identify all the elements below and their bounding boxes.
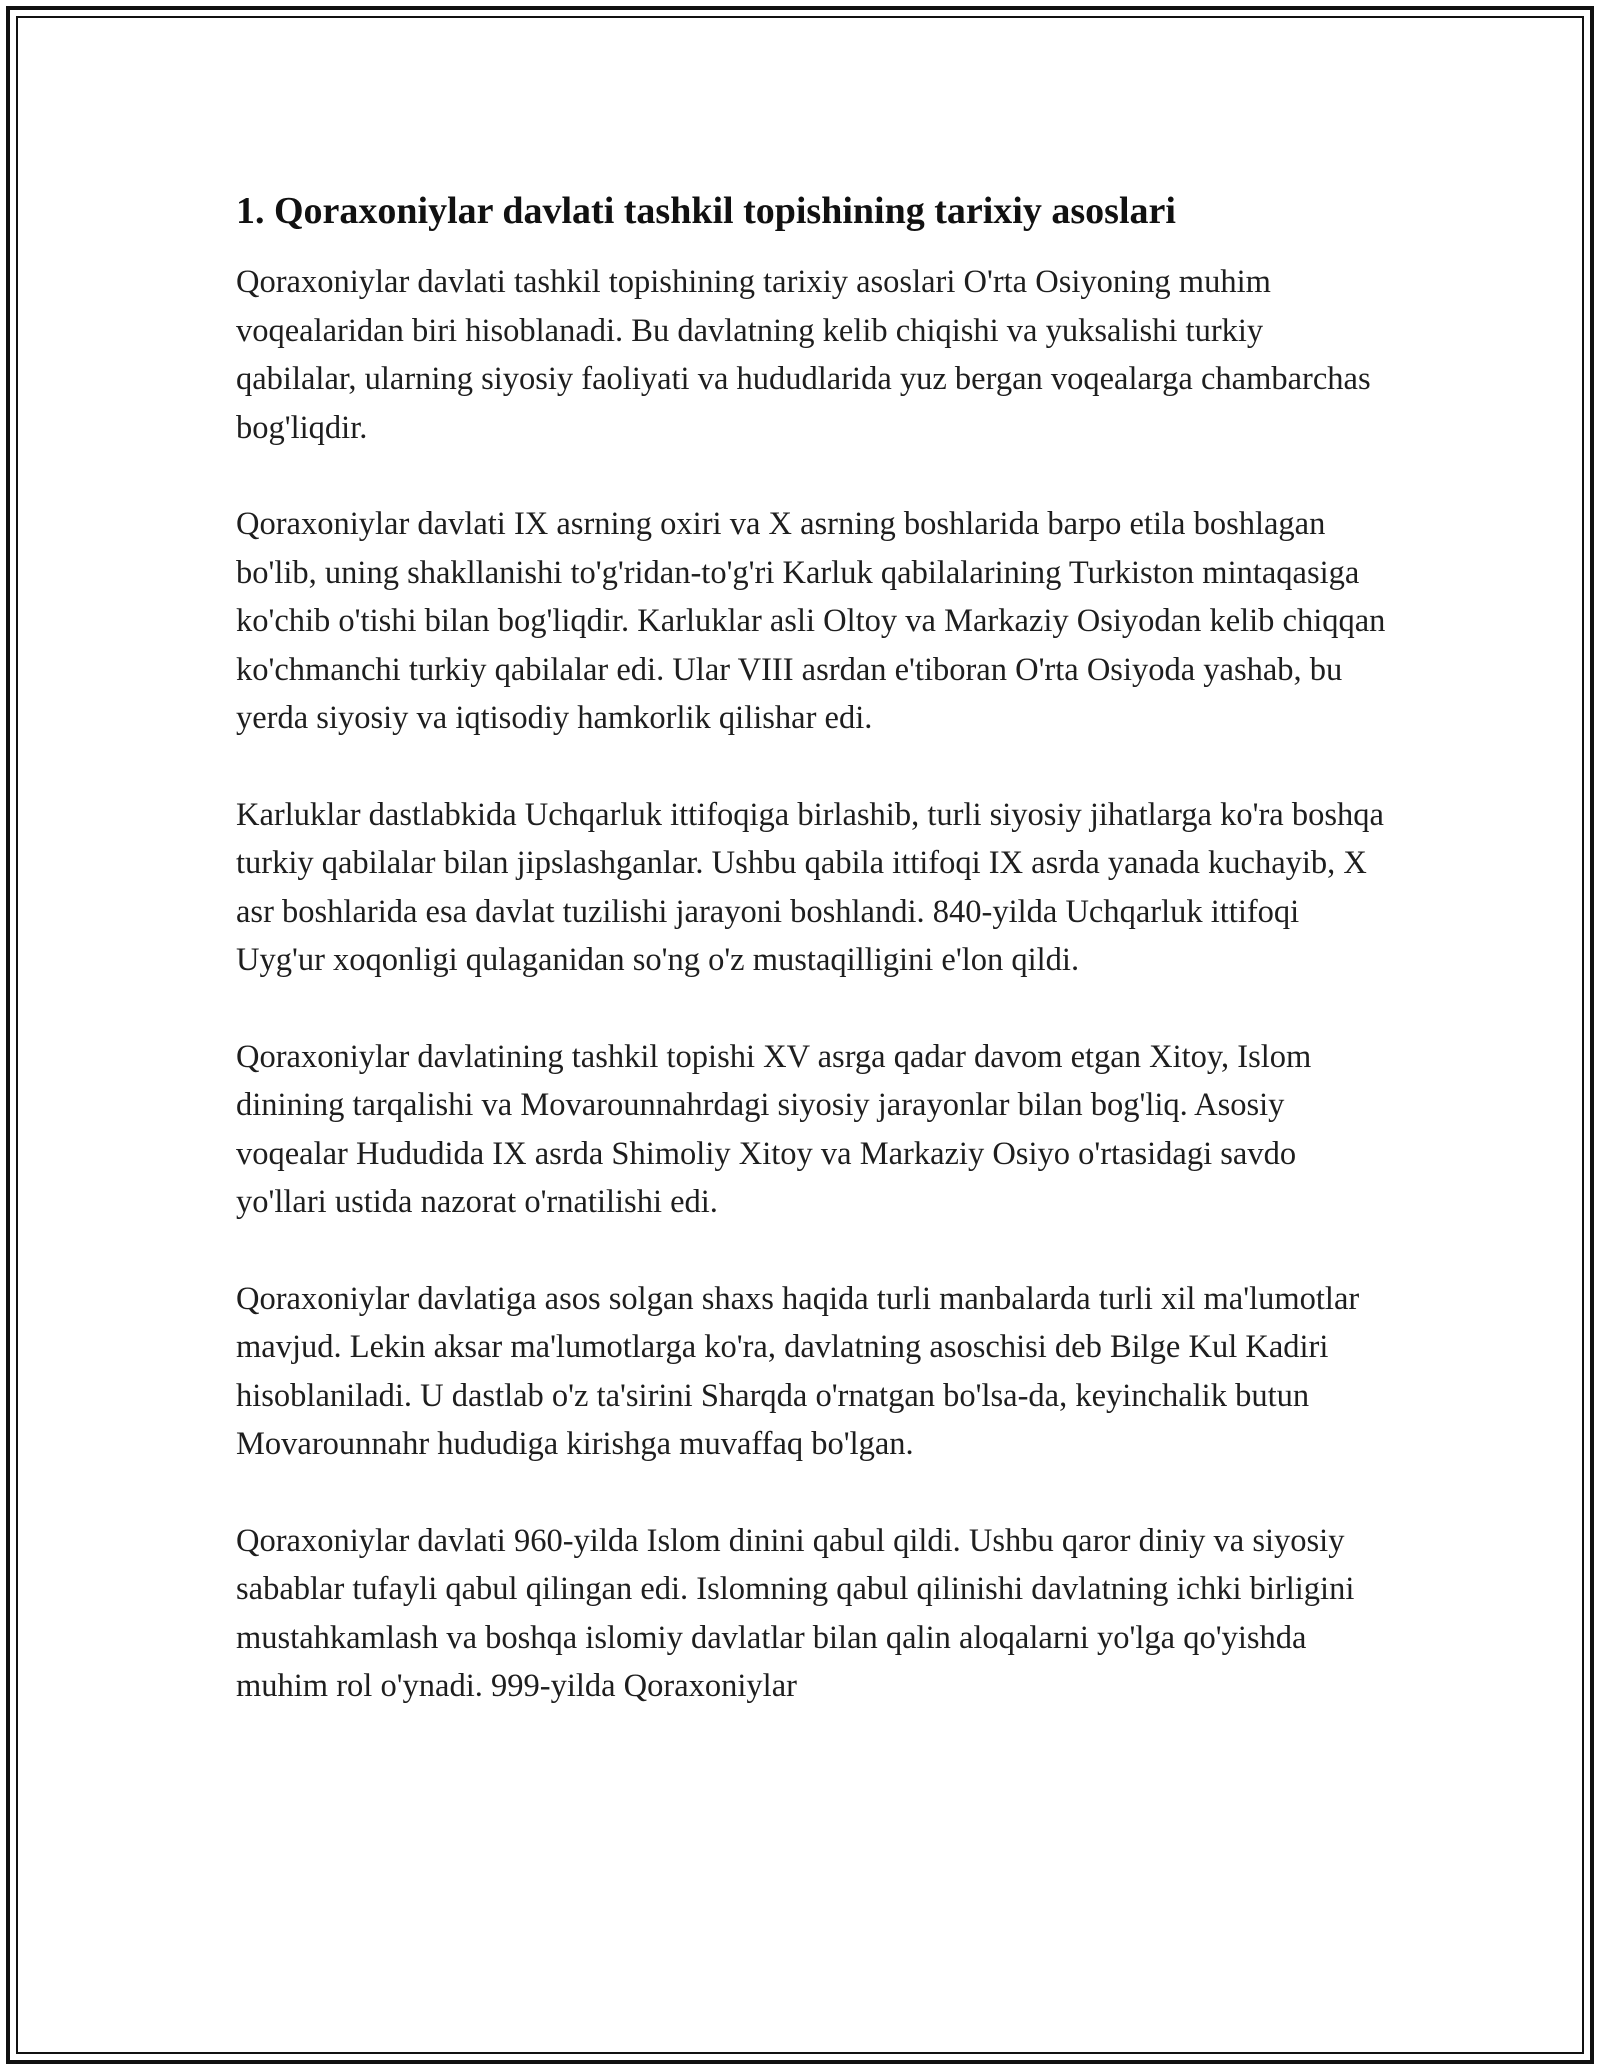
- paragraph-2: Qoraxoniylar davlati IX asrning oxiri va X asrning boshlarida barpo etila boshlagan bo'lib, uning shakllanishi to'g'ridan-to'g'ri Karluk qabilalarining Turkiston mintaqasiga ko'chib o'tishi bilan bog'liqdir. Karluklar asli Oltoy va Markaziy Osiyodan kelib chiqqan ko'chmanchi turkiy qabilalar edi. Ular VIII asrdan e'tiboran O'rta Osiyoda yashab, bu yerda siyosiy va iqtisodiy hamkorlik qilishar edi.: [236, 506, 1386, 736]
- paragraph-4: Qoraxoniylar davlatining tashkil topishi XV asrga qadar davom etgan Xitoy, Islom dinining tarqalishi va Movarounnahrdagi siyosiy jarayonlar bilan bog'liq. Asosiy voqealar Hududida IX asrda Shimoliy Xitoy va Markaziy Osiyo o'rtasidagi savdo yo'llari ustida nazorat o'rnatilishi edi.: [236, 1038, 1312, 1220]
- document-body: [236, 186, 1386, 1759]
- paragraph-1: Qoraxoniylar davlati tashkil topishining tarixiy asoslari O'rta Osiyoning muhim voqealaridan biri hisoblanadi. Bu davlatning kelib chiqishi va yuksalishi turkiy qabilalar, ularning siyosiy faoliyati va hududlarida yuz bergan voqealarga chambarchas bog'liqdir.: [236, 264, 1371, 446]
- paragraph-3: Karluklar dastlabkida Uchqarluk ittifoqiga birlashib, turli siyosiy jihatlarga ko'ra boshqa turkiy qabilalar bilan jipslashganlar. Ushbu qabila ittifoqi IX asrda yanada kuchayib, X asr boshlarida esa davlat tuzilishi jarayoni boshlandi. 840-yilda Uchqarluk ittifoqi Uyg'ur xoqonligi qulaganidan so'ng o'z mustaqilligini e'lon qildi.: [236, 796, 1384, 978]
- paragraph-6: Qoraxoniylar davlati 960-yilda Islom dinini qabul qildi. Ushbu qaror diniy va siyosiy sabablar tufayli qabul qilingan edi. Islomning qabul qilinishi davlatning ichki birligini mustahkamlash va boshqa islomiy davlatlar bilan qalin aloqalarni yo'lga qo'yishda muhim rol o'ynadi. 999-yilda Qoraxoniylar: [236, 1522, 1355, 1704]
- paragraph-5: Qoraxoniylar davlatiga asos solgan shaxs haqida turli manbalarda turli xil ma'lumotlar mavjud. Lekin aksar ma'lumotlarga ko'ra, davlatning asoschisi deb Bilge Kul Kadiri hisoblaniladi. U dastlab o'z ta'sirini Sharqda o'rnatgan bo'lsa-da, keyinchalik butun Movarounnahr hududiga kirishga muvaffaq bo'lgan.: [236, 1280, 1360, 1462]
- section-heading: 1. Qoraxoniylar davlati tashkil topishining tarixiy asoslari: [236, 190, 1176, 232]
